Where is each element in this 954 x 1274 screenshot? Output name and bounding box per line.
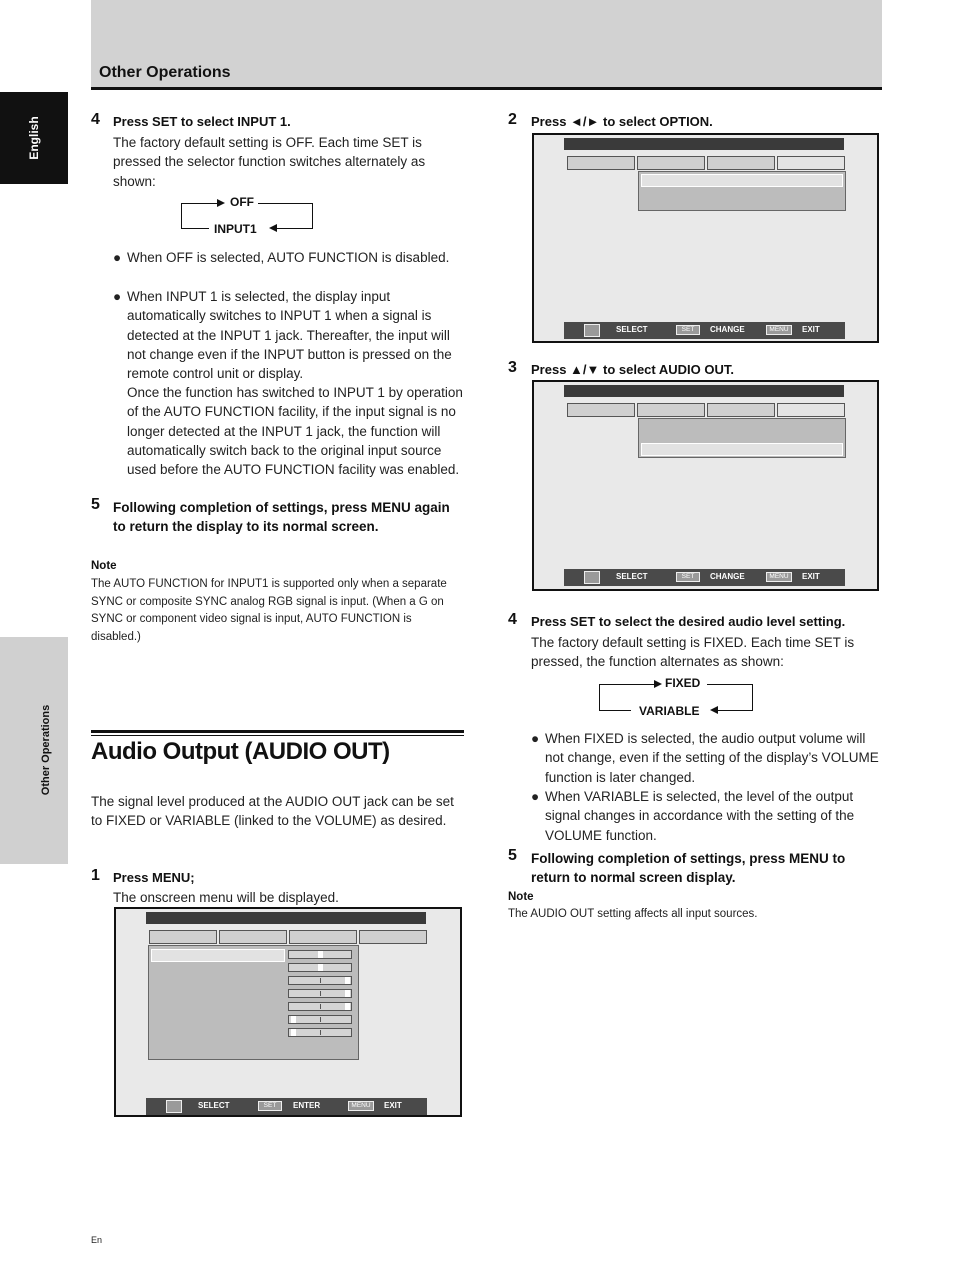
header-rule: [91, 87, 882, 90]
dpad-icon: [584, 324, 600, 337]
note-text: The AUTO FUNCTION for INPUT1 is supported only when a separate SYNC or composite SYNC analog RGB signal is input. (When a G on SYNC or component video signal is input, AUTO FUNCTION is disabled.): [91, 578, 447, 643]
list-item: ● When FIXED is selected, the audio output volume will not change, even if the setting of the display’s VOLUME function is later changed.: [531, 731, 879, 785]
bullet-dot-icon: ●: [531, 789, 540, 804]
dpad-icon: [166, 1100, 182, 1113]
step-number: 4: [508, 611, 517, 628]
list-item: ● When OFF is selected, AUTO FUNCTION is disabled.: [127, 248, 457, 267]
step-title: Press ▲/▼ to select AUDIO OUT.: [531, 362, 734, 377]
menu-footer: SELECT SET ENTER MENU EXIT: [146, 1098, 427, 1115]
side-tab-other-operations: [0, 637, 68, 864]
step-number: 1: [91, 867, 100, 884]
page-title: Other Operations: [99, 64, 231, 81]
step-title: Press SET to select INPUT 1.: [113, 114, 291, 129]
page-language-footer: En: [91, 1235, 103, 1245]
list-item: ● When VARIABLE is selected, the level of the output signal changes in accordance with the setting of the VOLUME function.: [531, 789, 855, 843]
option-menu-screenshot: [532, 133, 879, 343]
step-number: 5: [91, 496, 100, 513]
step-number: 3: [508, 359, 517, 376]
section-rule-thin: [91, 735, 464, 736]
arrow-right-icon: [217, 199, 225, 207]
bullet-continuation: Once the function has switched to INPUT 1 by operation of the AUTO FUNCTION facility, if the input signal is no longer detected at the INPUT 1 jack, the function will automatically switch back to the original input source used before the AUTO FUNCTION facility was enabled.: [127, 385, 463, 478]
bullet-dot-icon: ●: [113, 289, 122, 304]
audio-out-menu-screenshot: [532, 380, 879, 591]
step-body: The factory default setting is FIXED. Each time SET is pressed, the function alternates as shown:: [531, 635, 855, 670]
toggle-label-variable: VARIABLE: [639, 704, 700, 718]
note-title: Note: [508, 891, 534, 903]
bullet-dot-icon: ●: [113, 250, 122, 265]
dpad-icon: [584, 571, 600, 584]
note-text: The AUDIO OUT setting affects all input sources.: [508, 908, 758, 920]
arrow-left-icon: [710, 706, 718, 714]
toggle-label-input1: INPUT1: [214, 222, 257, 236]
step-text: Following completion of settings, press MENU to return to normal screen display.: [531, 851, 846, 886]
step-text: Following completion of settings, press MENU again to return the display to its normal screen.: [113, 500, 450, 535]
step-body: The factory default setting is OFF. Each time SET is pressed the selector function switches alternately as shown:: [113, 135, 426, 189]
toggle-label-off: OFF: [230, 195, 254, 209]
note-title: Note: [91, 560, 117, 572]
step-number: 4: [91, 111, 100, 128]
side-tab-section-label: Other Operations: [40, 704, 52, 796]
step-title: Press SET to select the desired audio level setting.: [531, 614, 846, 629]
step-title: Press ◄/► to select OPTION.: [531, 114, 713, 129]
menu-footer: SELECT SET CHANGE MENU EXIT: [564, 569, 845, 586]
arrow-right-icon: [654, 680, 662, 688]
bullet-dot-icon: ●: [531, 731, 540, 746]
section-intro: The signal level produced at the AUDIO OUT jack can be set to FIXED or VARIABLE (linked to the VOLUME) as desired.: [91, 794, 454, 829]
step-number: 5: [508, 847, 517, 864]
side-tab-english: [0, 92, 68, 184]
side-tab-english-label: English: [27, 116, 41, 160]
step-body: The onscreen menu will be displayed.: [113, 890, 339, 905]
step-title: Press MENU;: [113, 870, 195, 885]
section-title: Audio Output (AUDIO OUT): [91, 738, 390, 765]
step-number: 2: [508, 111, 517, 128]
arrow-left-icon: [269, 224, 277, 232]
section-rule: [91, 730, 464, 733]
onscreen-menu-screenshot: [114, 907, 462, 1117]
list-item: ● When INPUT 1 is selected, the display input automatically switches to INPUT 1 when a signal is detected at the INPUT 1 jack. Thereafter, the input will not change even if the INPUT button is pressed on the remote control unit or display.: [113, 289, 452, 382]
toggle-label-fixed: FIXED: [665, 676, 701, 690]
menu-footer: SELECT SET CHANGE MENU EXIT: [564, 322, 845, 339]
